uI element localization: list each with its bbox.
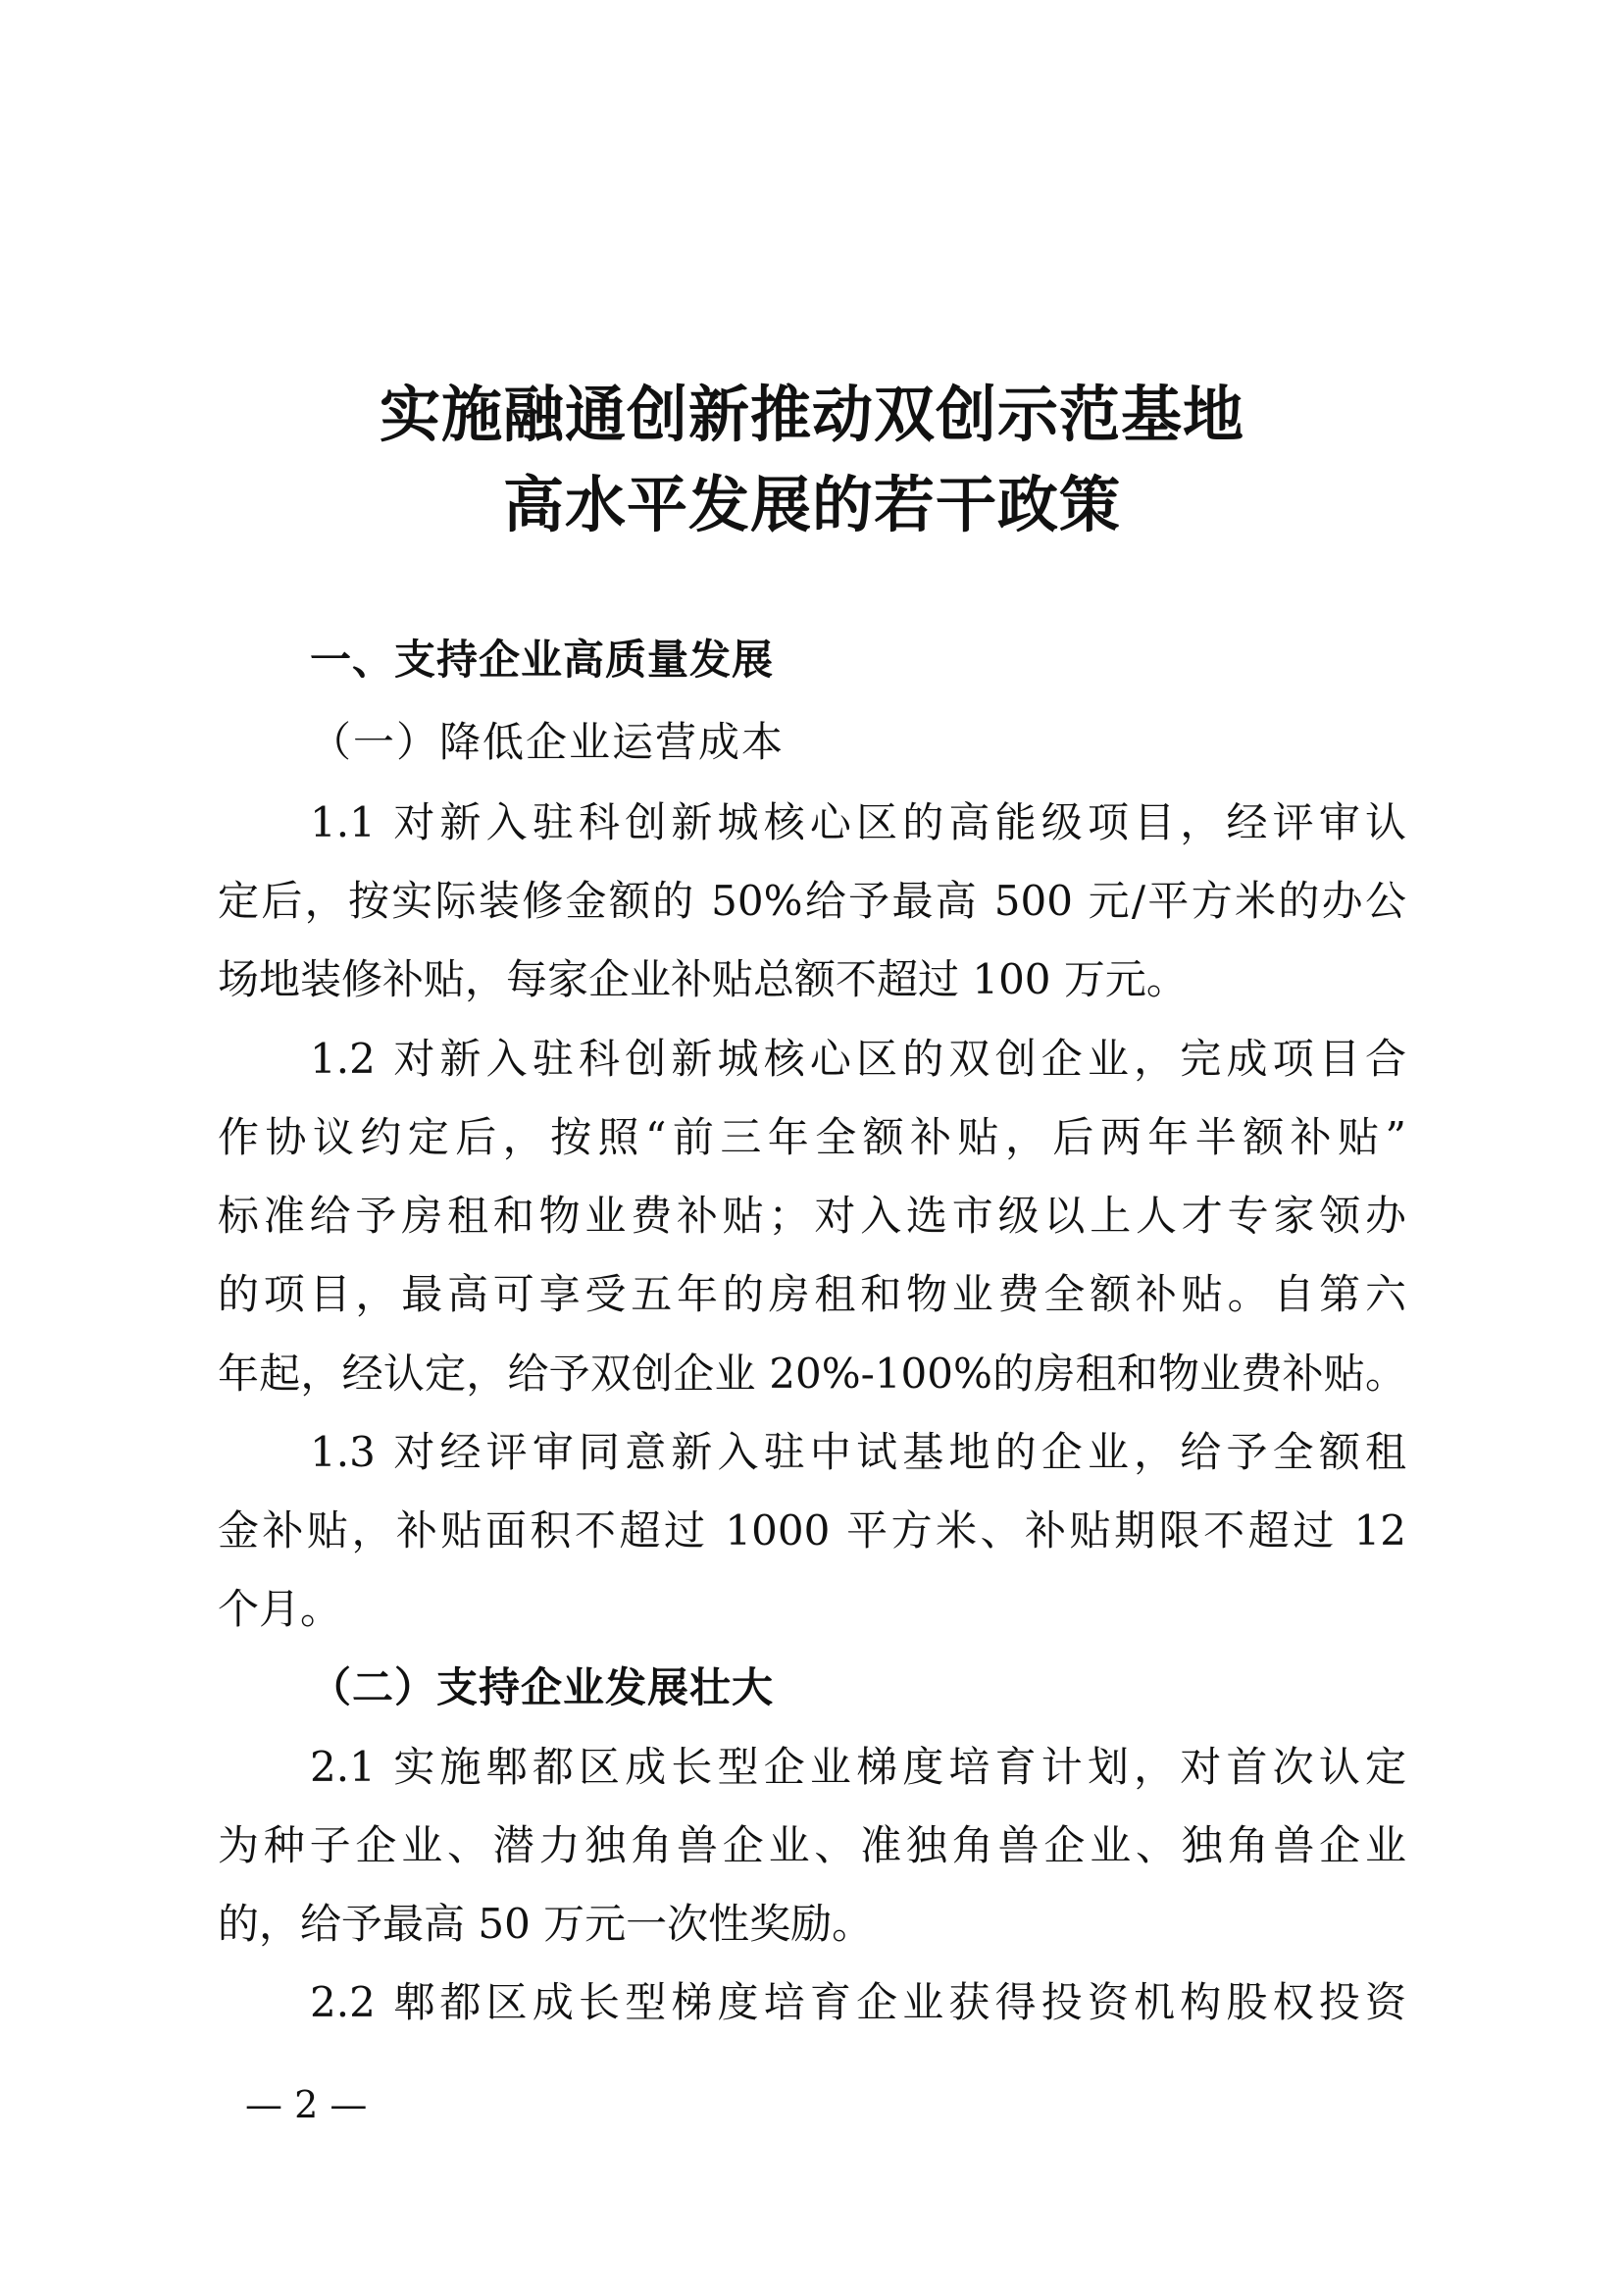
subsection-heading: （二）支持企业发展壮大 — [310, 1663, 775, 1711]
subsection-heading: （一）降低企业运营成本 — [310, 718, 786, 766]
paragraph-line: 场地装修补贴，每家企业补贴总额不超过 100 万元。 — [218, 955, 1188, 1003]
paragraph-line: 年起，经认定，给予双创企业 20%-100%的房租和物业费补贴。 — [218, 1350, 1406, 1398]
paragraph-line: 个月。 — [218, 1585, 342, 1633]
paragraph-line: 标准给予房租和物业费补贴；对入选市级以上人才专家领办 — [218, 1192, 1406, 1240]
paragraph-line: 的项目，最高可享受五年的房租和物业费全额补贴。自第六 — [218, 1270, 1406, 1318]
paragraph-line: 1.1 对新入驻科创新城核心区的高能级项目，经评审认 — [310, 798, 1406, 846]
page-number: — 2 — — [245, 2083, 368, 2126]
paragraph-line: 的，给予最高 50 万元一次性奖励。 — [218, 1900, 874, 1948]
paragraph-line: 作协议约定后，按照“前三年全额补贴，后两年半额补贴” — [218, 1113, 1406, 1161]
paragraph-line: 为种子企业、潜力独角兽企业、准独角兽企业、独角兽企业 — [218, 1821, 1406, 1869]
paragraph-line: 2.2 郫都区成长型梯度培育企业获得投资机构股权投资 — [310, 1978, 1406, 2026]
section-heading: 一、支持企业高质量发展 — [310, 636, 775, 684]
paragraph-line: 1.2 对新入驻科创新城核心区的双创企业，完成项目合 — [310, 1035, 1406, 1083]
paragraph-line: 定后，按实际装修金额的 50%给予最高 500 元/平方米的办公 — [218, 877, 1406, 925]
paragraph-line: 2.1 实施郫都区成长型企业梯度培育计划，对首次认定 — [310, 1743, 1406, 1791]
document-title-line1: 实施融通创新推动双创示范基地 — [379, 379, 1244, 450]
paragraph-line: 金补贴，补贴面积不超过 1000 平方米、补贴期限不超过 12 — [218, 1506, 1406, 1555]
paragraph-line: 1.3 对经评审同意新入驻中试基地的企业，给予全额租 — [310, 1428, 1406, 1476]
document-title-line2: 高水平发展的若干政策 — [502, 469, 1121, 540]
